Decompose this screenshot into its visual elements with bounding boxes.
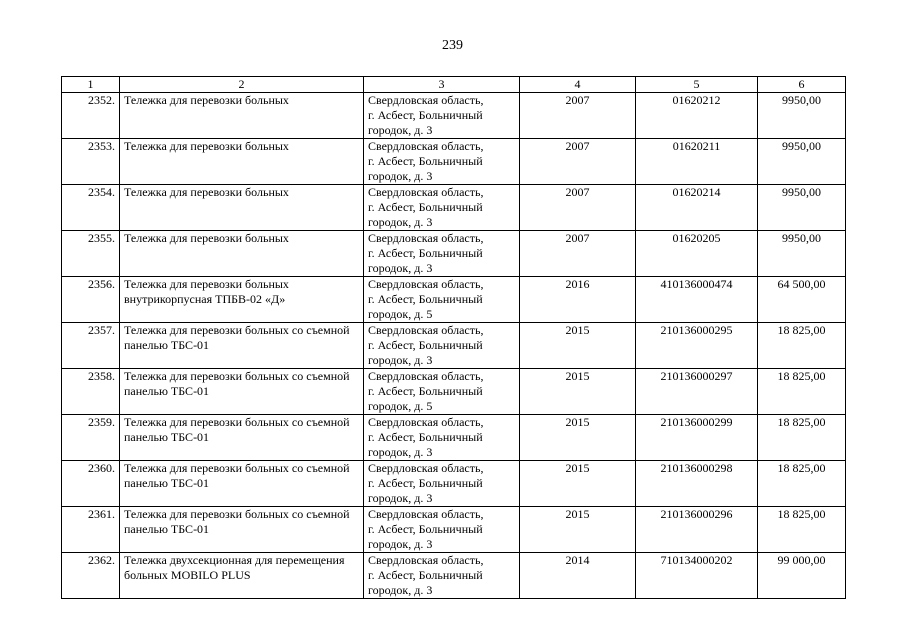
table-row bbox=[62, 93, 846, 139]
item-cost: 18 825,00 bbox=[758, 507, 846, 553]
address-line: г. Асбест, Больничный bbox=[368, 338, 483, 352]
row-number: 2353. bbox=[62, 139, 120, 185]
item-name: Тележка для перевозки больных со съемной панелью ТБС-01 bbox=[120, 415, 364, 461]
item-name: Тележка для перевозки больных bbox=[120, 93, 364, 139]
address-line: г. Асбест, Больничный bbox=[368, 384, 483, 398]
table-row bbox=[62, 369, 846, 415]
inventory-number: 210136000297 bbox=[636, 369, 758, 415]
item-address bbox=[364, 553, 520, 599]
address-line: г. Асбест, Больничный bbox=[368, 568, 483, 582]
address-line: городок, д. 5 bbox=[368, 307, 433, 321]
table-row bbox=[62, 507, 846, 553]
inventory-number: 710134000202 bbox=[636, 553, 758, 599]
inventory-number: 210136000295 bbox=[636, 323, 758, 369]
item-year: 2015 bbox=[520, 461, 636, 507]
item-cost: 9950,00 bbox=[758, 231, 846, 277]
item-year: 2014 bbox=[520, 553, 636, 599]
item-cost: 9950,00 bbox=[758, 139, 846, 185]
table-row bbox=[62, 415, 846, 461]
table-row bbox=[62, 461, 846, 507]
item-cost: 18 825,00 bbox=[758, 323, 846, 369]
address-line: Свердловская область, bbox=[368, 277, 484, 291]
header-cell: 6 bbox=[758, 77, 846, 93]
address-line: городок, д. 3 bbox=[368, 215, 433, 229]
item-name: Тележка для перевозки больных bbox=[120, 185, 364, 231]
inventory-number: 01620211 bbox=[636, 139, 758, 185]
address-line: городок, д. 3 bbox=[368, 261, 433, 275]
address-line: Свердловская область, bbox=[368, 93, 484, 107]
header-row bbox=[62, 77, 846, 93]
item-name: Тележка для перевозки больных со съемной панелью ТБС-01 bbox=[120, 369, 364, 415]
inventory-number: 210136000299 bbox=[636, 415, 758, 461]
address-line: городок, д. 3 bbox=[368, 353, 433, 367]
item-cost: 99 000,00 bbox=[758, 553, 846, 599]
row-number: 2361. bbox=[62, 507, 120, 553]
row-number: 2362. bbox=[62, 553, 120, 599]
row-number: 2358. bbox=[62, 369, 120, 415]
item-cost: 18 825,00 bbox=[758, 461, 846, 507]
header-cell: 2 bbox=[120, 77, 364, 93]
item-address bbox=[364, 323, 520, 369]
address-line: Свердловская область, bbox=[368, 185, 484, 199]
item-address bbox=[364, 415, 520, 461]
item-year: 2015 bbox=[520, 415, 636, 461]
item-address bbox=[364, 507, 520, 553]
item-year: 2007 bbox=[520, 231, 636, 277]
item-address bbox=[364, 93, 520, 139]
item-name: Тележка для перевозки больных со съемной панелью ТБС-01 bbox=[120, 323, 364, 369]
item-year: 2007 bbox=[520, 185, 636, 231]
item-address bbox=[364, 139, 520, 185]
address-line: г. Асбест, Больничный bbox=[368, 154, 483, 168]
address-line: г. Асбест, Больничный bbox=[368, 292, 483, 306]
item-address bbox=[364, 277, 520, 323]
address-line: г. Асбест, Больничный bbox=[368, 200, 483, 214]
row-number: 2356. bbox=[62, 277, 120, 323]
address-line: г. Асбест, Больничный bbox=[368, 246, 483, 260]
item-address bbox=[364, 231, 520, 277]
inventory-number: 210136000296 bbox=[636, 507, 758, 553]
table-body bbox=[62, 93, 846, 599]
address-line: Свердловская область, bbox=[368, 323, 484, 337]
address-line: г. Асбест, Больничный bbox=[368, 108, 483, 122]
address-line: г. Асбест, Больничный bbox=[368, 476, 483, 490]
inventory-number: 01620205 bbox=[636, 231, 758, 277]
address-line: городок, д. 3 bbox=[368, 169, 433, 183]
table-row bbox=[62, 277, 846, 323]
item-name: Тележка для перевозки больных bbox=[120, 139, 364, 185]
item-year: 2015 bbox=[520, 323, 636, 369]
address-line: г. Асбест, Больничный bbox=[368, 430, 483, 444]
item-year: 2015 bbox=[520, 369, 636, 415]
address-line: Свердловская область, bbox=[368, 415, 484, 429]
table-row bbox=[62, 231, 846, 277]
inventory-number: 01620212 bbox=[636, 93, 758, 139]
item-name: Тележка для перевозки больных внутрикорпусная ТПБВ-02 «Д» bbox=[120, 277, 364, 323]
address-line: Свердловская область, bbox=[368, 553, 484, 567]
inventory-number: 410136000474 bbox=[636, 277, 758, 323]
address-line: городок, д. 3 bbox=[368, 491, 433, 505]
address-line: городок, д. 3 bbox=[368, 537, 433, 551]
item-year: 2016 bbox=[520, 277, 636, 323]
property-table bbox=[61, 76, 846, 599]
table-row bbox=[62, 553, 846, 599]
header-cell: 3 bbox=[364, 77, 520, 93]
address-line: городок, д. 3 bbox=[368, 123, 433, 137]
item-cost: 9950,00 bbox=[758, 93, 846, 139]
item-name: Тележка для перевозки больных со съемной панелью ТБС-01 bbox=[120, 461, 364, 507]
row-number: 2355. bbox=[62, 231, 120, 277]
item-name: Тележка двухсекционная для перемещения больных MOBILO PLUS bbox=[120, 553, 364, 599]
item-address bbox=[364, 185, 520, 231]
row-number: 2354. bbox=[62, 185, 120, 231]
address-line: городок, д. 5 bbox=[368, 399, 433, 413]
table-row bbox=[62, 139, 846, 185]
item-cost: 18 825,00 bbox=[758, 415, 846, 461]
item-address bbox=[364, 461, 520, 507]
item-cost: 18 825,00 bbox=[758, 369, 846, 415]
inventory-number: 01620214 bbox=[636, 185, 758, 231]
header-cell: 4 bbox=[520, 77, 636, 93]
address-line: Свердловская область, bbox=[368, 369, 484, 383]
address-line: г. Асбест, Больничный bbox=[368, 522, 483, 536]
row-number: 2352. bbox=[62, 93, 120, 139]
page-number: 239 bbox=[442, 38, 463, 53]
table-row bbox=[62, 323, 846, 369]
item-address bbox=[364, 369, 520, 415]
header-cell: 1 bbox=[62, 77, 120, 93]
item-cost: 9950,00 bbox=[758, 185, 846, 231]
address-line: городок, д. 3 bbox=[368, 445, 433, 459]
row-number: 2359. bbox=[62, 415, 120, 461]
item-year: 2007 bbox=[520, 93, 636, 139]
item-cost: 64 500,00 bbox=[758, 277, 846, 323]
item-year: 2015 bbox=[520, 507, 636, 553]
table-row bbox=[62, 185, 846, 231]
inventory-number: 210136000298 bbox=[636, 461, 758, 507]
address-line: городок, д. 3 bbox=[368, 583, 433, 597]
header-cell: 5 bbox=[636, 77, 758, 93]
address-line: Свердловская область, bbox=[368, 507, 484, 521]
item-name: Тележка для перевозки больных bbox=[120, 231, 364, 277]
address-line: Свердловская область, bbox=[368, 139, 484, 153]
item-name: Тележка для перевозки больных со съемной панелью ТБС-01 bbox=[120, 507, 364, 553]
address-line: Свердловская область, bbox=[368, 231, 484, 245]
row-number: 2357. bbox=[62, 323, 120, 369]
address-line: Свердловская область, bbox=[368, 461, 484, 475]
row-number: 2360. bbox=[62, 461, 120, 507]
item-year: 2007 bbox=[520, 139, 636, 185]
